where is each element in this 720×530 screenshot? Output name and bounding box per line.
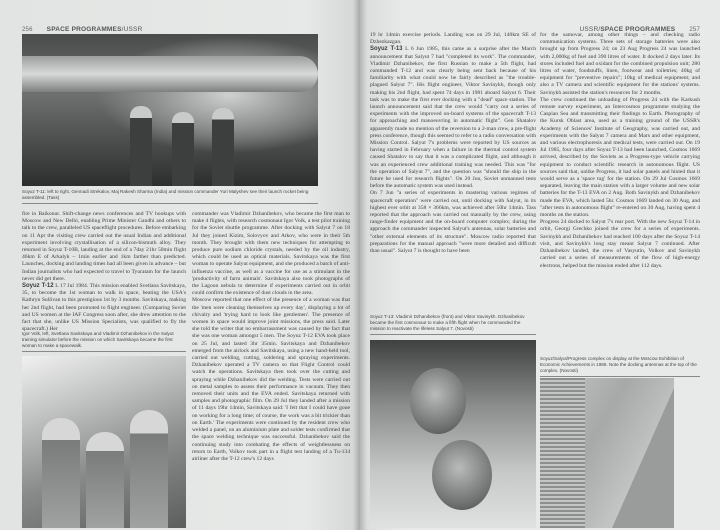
paragraph: Soyuz T-13 L 6 Jun 1985, this came as a surprise after the March announcement that Salyut 7 had "completed its work". The commander, Vladimir Dzhanibekov, the first Russian to make a 5th flight, had commanded T-12 and was clearly being sent back because of his familiarity with what could now be fairly described as "the trouble-plagued Salyut 7". His flight engineer, Viktor Savinykh, though only making his 2nd flight, had spent 74 days in 1981 aboard Salyut 6. Their task was to make the first ever docking with a "dead" space station. The launch announcement said that the crew would "carry out a series of experiments with the improved on-board systems of the spacecraft T-13 for approaching and manoeuvring in automatic flight". Gen Shatalov apparently made no mention of the reversion to a 2-man crew, a pre-flight press conference, though this seemed to refer to a radio conversation with Mission Control. Salyut 7's problems were reported by US sources as having started in February when a failure in the thermal control system caused Shatalov to say that it was a complicated flight, and although it was an experienced crew additional training was needed. This was "for the operation of Salyut 7", and the question was "should the ship in the future be used for research flights". On 20 Jun, Soviet unmanned tests before the automatic system was used instead. <box>370 46 536 190</box>
page-number: 256 <box>22 27 33 33</box>
photo-cosmonauts <box>370 340 536 528</box>
running-head-subsection: USSR/ <box>579 26 601 33</box>
paragraph: 19 hr 14min exercise periods. Landing was on 29 Jul, 140km SE of Dzhezkazgan. <box>370 32 536 46</box>
photo-exhibit <box>540 378 674 528</box>
paragraph: for the samovar, among other things – and checking radio communication systems. Three sets of storage batteries were also brought up from Progress 24; on 23 Aug Progress 24 was launched with 2,000kg of fuel and 390 litres of water. It docked 2 days later. Its stores included fuel and oxidant for the combined propulsion unit; 280 litres of water, foodstuffs, linen, footwear and toiletries; 40kg of equipment for "preventive repairs"; 10kg of medical equipment; and also a TV camera and scientific equipment for the stations' systems. Savinykh assisted the station's resources for 2 months. <box>540 32 700 96</box>
section-heading: Soyuz T-13 <box>370 46 403 53</box>
caption-cosmonauts: Soyuz T-13: Vladimir Dzhanibekov (front) and Viktor Savinykh. Dzhanibekov became the first cosmonaut to make a fifth flight when he commanded the mission to reactivate the lifeless Salyut 7. (Novosti) <box>370 314 536 335</box>
text-column-2 <box>192 211 350 528</box>
figure-image <box>86 432 124 528</box>
caption-simulator: Igor Volk, left, Svetlana Savitskaya and Vladimir Dzhanibekov in the Salyut training simulator before the mission on which Savitskaya became the first woman to make a spacewalk. <box>22 331 186 352</box>
paragraph: The crew continued the unloading of Progress 24 with the Karkush remote survey experiment, an Intercosmos programme studying the Caspian Sea and transmitting their findings to Earth. Photography of the Kursk Oblast area, used as a training ground of the USSR's Academy of Sciences' Institute of Geography, was carried out, and experiments with the Salyut 7 camera and Mars and other equipment, and various electrophoresis and medical tests, were carried out. On 19 Jul 1985, four days after Soyuz T-13 had been launched, Cosmos 1669 arrived, described by the Soviets as a Progress-type vehicle carrying equipment to conduct scientific research in autonomous flight. US sources said that, unlike Progress, it had solar panels and hinted that it would serve as a 'space tug' for the station. On 29 Jul Cosmos 1669 separated, leaving the main station with a larger volume and new solar batteries for the T-13 EVA on 2 Aug. Both Savinykh and Dzhanibekov made the EVA, which lasted 5hr. Cosmos 1669 landed on 30 Aug, and "after tests in autonomous flight" re-entered on 30 Aug, having spent 4 months on the station. <box>540 96 700 219</box>
running-head-left <box>22 26 143 33</box>
portrait-face <box>410 368 466 434</box>
figure-image <box>130 410 168 528</box>
caption-exhibit: Soyuz/Salyut/Progress complex on display at the Moscow Exhibition of Economic Achievements in 1985. Note the docking antennas at the top of the complex. (Novosti) <box>540 356 700 377</box>
figure-image <box>172 112 194 186</box>
text-column-1 <box>370 32 536 310</box>
paragraph: Soyuz T-12 L 17 Jul 1984. This mission enabled Svetlana Savitskaya, 35, to become the 1st woman to walk in space, beating the USA's Kathryn Sullivan to this prestigious 1st by 3 months. Savitskaya, making her 2nd flight, had been promoted to flight engineer. (Comparing Soviet and US women at the IAF Congress soon after, she drew attention to the fact that she, unlike US Mission Specialists, was qualified to fly the spacecraft.) Her <box>22 283 186 333</box>
section-heading: Soyuz T-12 <box>22 283 54 290</box>
figure-image <box>212 108 234 186</box>
figure-image <box>42 418 80 528</box>
paragraph: commander was Vladimir Dzhanibekov, who became the first man to make 4 flights, with research cosmonaut Igor Volk, a test pilot training for the Soviet shuttle programme. After docking with Salyut 7 on 18 Jul they joined Kizim, Solovyov and Atkov, who were in their 5th month. They brought with them new techniques for attempting to produce pure sodium chloride crystals, needed by the oil industry, which could be used as optical materials. Savitskaya was the first woman to operate Salyut equipment, and she produced a batch of anti-influenza vaccine, as well as a vaccine for use as a stimulant in the 'productivity of farm animals'. Savitskaya also took photographs of the Lagoon nebula to determine if experiments carried out in orbit could confirm the existence of dust clouds in the area. <box>192 211 350 297</box>
figure-image <box>130 106 152 186</box>
page-number: 257 <box>689 27 700 33</box>
running-head-subsection: /USSR <box>121 26 143 33</box>
paragraph: Moscow reported that one effect of the presence of a woman was that the 'men were cleaning themselves up every day', displaying a lot of chivalry and 'trying hard to look like gentlemen'. The presence of women in space would improve joint missions, the press said. Later she told the writer that no embarrassment was caused by the fact that she was one woman amongst 5 men. The Soyuz T-12 EVA took place on 25 Jul, and lasted 3hr 35min. Savitskaya and Dzhanibekov emerged from the airlock and Savitskaya, using a new hand-held tool, carried out welding, cutting, soldering and spraying experiments. Dzhanibekov operated a TV camera so that Flight Control could watch the operations. Savitskaya then took over the cutting and spraying while Dzhanibekov did the welding. Tests were carried out on metal samples to assess their performance in vacuum. They then removed their units and the EVA ended. Savitskaya returned with samples and photographic film. On 29 Jul they landed after a mission of 11 days 19hr 14min, Savitskaya said: 'I felt that I could have gone on working for a long time; of course, the work was a bit trickier than on Earth.' The experiments were continued by the resident crew who welded a panel, on an aluminium plate and solder tests confirmed that the space welding technique was successful. Dzhanibekov said the continuing study into combating the effects of weightlessness on return to Earth, Volkov took part in a flight test landing of a Tu-134 airliner after the T-12 crew's 12 days <box>192 297 350 462</box>
portrait-face <box>432 440 492 510</box>
solar-panel-image <box>612 388 674 528</box>
text-column-1 <box>22 211 186 333</box>
caption-crew-rocket: Soyuz T-11: left to right, Gennadi Strekalov, Maj Rakesh Sharma (India) and mission commander Yuri Malyshev see their launch rocket being assembled. (Tass) <box>22 189 318 204</box>
photo-simulator <box>22 356 186 528</box>
station-module-image <box>540 378 585 528</box>
text-column-2 <box>540 32 700 350</box>
running-head-section: SPACE PROGRAMMES <box>46 26 122 33</box>
running-head-section: SPACE PROGRAMMES <box>600 26 676 33</box>
rocket-image <box>22 56 318 92</box>
paragraph: fire in Baikonur. Shift-change news conferences and TV hookups with Moscow and New Delhi, enabling Prime Minister Gandhi and others to talk to the crew, paralleled US spaceflight procedures. Before embarking on 11 Apr the visiting crew carried out the usual Indian and additional experiment involving crystallisation of a silicon-bismuth alloy. They returned in Soyuz T-10B, landing at the end of a 7day 21hr 50min flight 46km E of Arkalyk – 1min earlier and 1km farther than predicted. Launches, docking and landing times had all been given in advance – but Indian journalists who had expected to travel to Tyuratam for the launch never did get there. <box>22 211 186 282</box>
paragraph: On 7 Jun "a series of experiments in mastering various regimes of spacecraft operation" were carried out, until docking with Salyut, in its highest ever orbit at 358 × 366km, was achieved after 50hr 14min. Tass reported that the approach was carried out manually by the crew, using range-finder equipment and the on-board computer complex; during the approach the commander inspected Salyut's antennas, solar batteries and "other external elements of its structure". Moscow radio reported that preparations for the manual approach "were more detailed and difficult than usual". Salyut 7 is thought to have been <box>370 190 536 255</box>
paragraph: Progress 24 docked to Salyut 7's rear port. With the new Soyuz T-14 in orbit, Georgi Grechko joined the crew for a series of experiments. Savinykh and Dzhanibekov had reached 100 days after the Soyuz T-14 visit, and Savinykh's long stay meant Salyut 7 continued. After Dzhanibekov landed, the crew of Vasyutin, Volkov and Savinykh carried out a series of measurements of the flow of high-energy electrons, helped but the mission ended after 112 days. <box>540 219 700 269</box>
photo-crew-rocket <box>22 34 318 186</box>
